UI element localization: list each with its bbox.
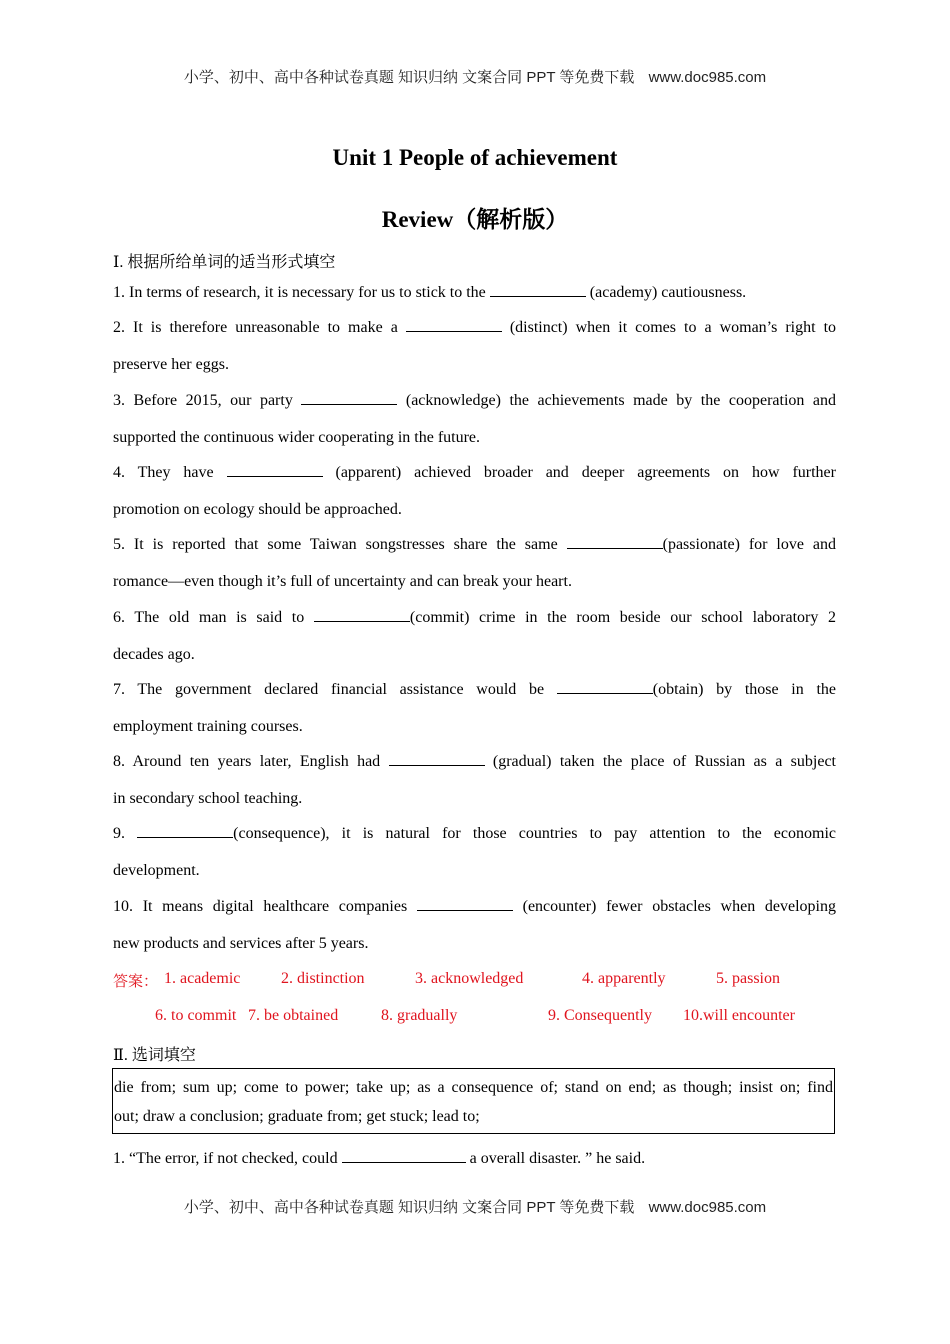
question-2 <box>113 309 836 383</box>
answer-blank[interactable] <box>301 390 397 405</box>
answer-blank[interactable] <box>342 1148 466 1163</box>
question-9 <box>113 815 836 889</box>
question-text: (acknowledge) the achievements made by the cooperation and <box>397 392 837 409</box>
answer-item: 6. to commit <box>155 1007 237 1024</box>
answer-item: 4. apparently <box>582 970 666 987</box>
question-text: (passionate) for love and <box>662 536 837 553</box>
question-8 <box>113 743 836 817</box>
question-text: romance—even though it’s full of uncertainty and can break your heart. <box>113 573 572 590</box>
question-text: 10. It means digital healthcare companies <box>113 898 417 915</box>
answer-item: 3. acknowledged <box>415 970 524 987</box>
answer-blank[interactable] <box>137 823 233 838</box>
question-7 <box>113 671 836 745</box>
answer-item: 7. be obtained <box>248 1007 339 1024</box>
answer-item: 5. passion <box>716 970 780 987</box>
section1-heading: Ⅰ. 根据所给单词的适当形式填空 <box>113 254 336 271</box>
answer-blank[interactable] <box>389 751 485 766</box>
question-text: (encounter) fewer obstacles when developing <box>512 898 836 915</box>
answer-blank[interactable] <box>490 282 586 297</box>
banner-text: 小学、初中、高中各种试卷真题 知识归纳 文案合同 PPT 等免费下载 <box>183 69 635 86</box>
question-text: 5. It is reported that some Taiwan songstresses share the same <box>113 536 567 553</box>
document-subtitle: Review（解析版） <box>381 207 569 232</box>
answer-item: 2. distinction <box>281 970 365 987</box>
question-text: 1. “The error, if not checked, could <box>113 1150 342 1167</box>
question-text: preserve her eggs. <box>113 356 229 373</box>
question-text: a overall disaster. ” he said. <box>465 1150 646 1167</box>
answer-blank[interactable] <box>406 317 502 332</box>
banner-url[interactable]: www.doc985.com <box>648 69 767 86</box>
question-text: 1. In terms of research, it is necessary for us to stick to the <box>113 284 490 301</box>
question-text: 9. <box>113 825 138 842</box>
question-text: supported the continuous wider cooperating in the future. <box>113 429 481 446</box>
banner-url[interactable]: www.doc985.com <box>648 1199 767 1216</box>
document-title: Unit 1 People of achievement <box>332 145 618 170</box>
answer-item: 8. gradually <box>381 1007 458 1024</box>
footer-banner <box>0 1196 950 1217</box>
question-text: (apparent) achieved broader and deeper agreements on how further <box>322 464 836 481</box>
question-3 <box>113 382 836 456</box>
question-text: development. <box>113 862 200 879</box>
answer-label: 答案： <box>113 972 159 990</box>
answer-item: 1. academic <box>164 970 241 987</box>
answer-item: 9. Consequently <box>548 1007 652 1024</box>
question-text: 6. The old man is said to <box>113 609 314 626</box>
question-text: 7. The government declared financial assistance would be <box>113 681 557 698</box>
question-10 <box>113 888 836 962</box>
header-banner <box>0 66 950 87</box>
question-5 <box>113 526 836 600</box>
answer-blank[interactable] <box>227 462 323 477</box>
answer-blank[interactable] <box>567 534 663 549</box>
question-text: 3. Before 2015, our party <box>113 392 302 409</box>
question-text: 4. They have <box>113 464 227 481</box>
question-text: new products and services after 5 years. <box>113 935 369 952</box>
question-text: employment training courses. <box>113 718 303 735</box>
question-text: (distinct) when it comes to a woman’s right to <box>501 319 837 336</box>
question-6 <box>113 599 836 673</box>
answer-blank[interactable] <box>557 679 653 694</box>
question-1 <box>113 274 836 311</box>
question-text: 2. It is therefore unreasonable to make a <box>113 319 406 336</box>
question-text: (consequence), it is natural for those countries to pay attention to the economic <box>233 825 836 842</box>
question-text: (academy) cautiousness. <box>585 284 747 301</box>
section2-heading: Ⅱ. 选词填空 <box>113 1047 196 1064</box>
question-text: (obtain) by those in the <box>652 681 836 698</box>
word-bank-line: out; draw a conclusion; graduate from; get stuck; lead to; <box>114 1108 480 1125</box>
question-text: 8. Around ten years later, English had <box>113 753 389 770</box>
question-text: (gradual) taken the place of Russian as a subject <box>484 753 837 770</box>
answer-blank[interactable] <box>314 607 410 622</box>
section2-question-1 <box>113 1140 836 1177</box>
word-bank-line: die from; sum up; come to power; take up; as a consequence of; stand on end; as though; insist on; find <box>114 1079 833 1096</box>
banner-text: 小学、初中、高中各种试卷真题 知识归纳 文案合同 PPT 等免费下载 <box>183 1199 635 1216</box>
answer-item: 10.will encounter <box>683 1007 795 1024</box>
question-text: decades ago. <box>113 646 195 663</box>
word-bank-box <box>112 1068 835 1134</box>
question-text: (commit) crime in the room beside our school laboratory 2 <box>409 609 837 626</box>
question-text: in secondary school teaching. <box>113 790 303 807</box>
answer-blank[interactable] <box>417 896 513 911</box>
question-4 <box>113 454 836 528</box>
question-text: promotion on ecology should be approached. <box>113 501 402 518</box>
